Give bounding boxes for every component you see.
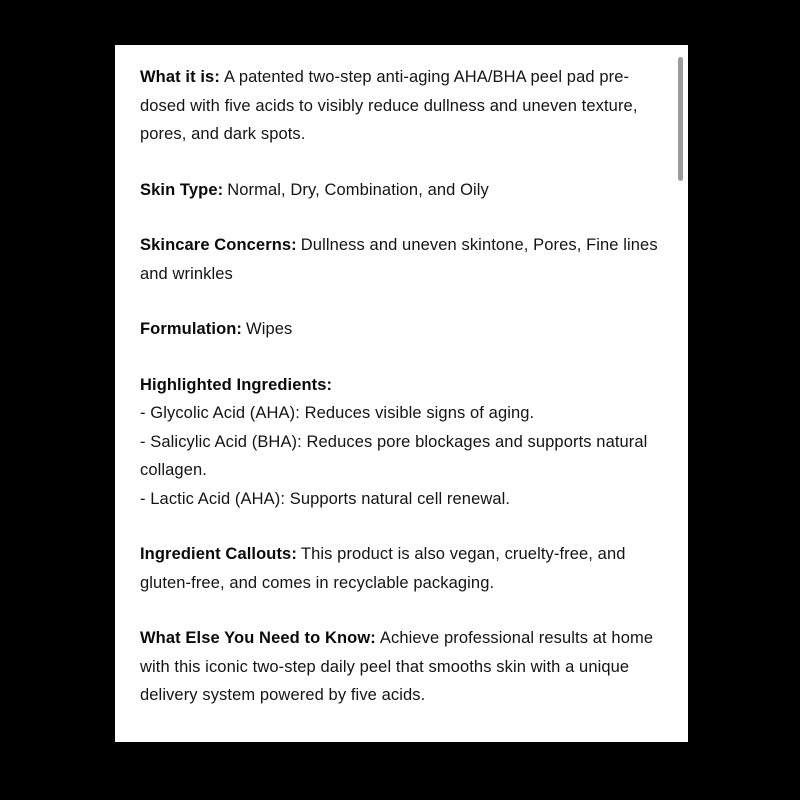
section-label-what-else: What Else You Need to Know: — [140, 629, 376, 647]
section-what-else — [140, 624, 668, 710]
ingredient-line-glycolic: - Glycolic Acid (AHA): Reduces visible signs of aging. — [140, 404, 535, 422]
section-text-skin-type: Normal, Dry, Combination, and Oily — [227, 180, 489, 199]
section-text-what-it-is: A patented two-step anti-aging AHA/BHA peel pad pre-dosed with five acids to visibly reduce dullness and uneven texture, pores, and dark spots. — [140, 68, 638, 143]
section-text-what-else: Achieve professional results at home with this iconic two-step daily peel that smooths skin with a unique delivery system powered by five acids. — [140, 629, 654, 704]
section-text-skincare-concerns: Dullness and uneven skintone, Pores, Fine lines and wrinkles — [140, 236, 658, 283]
section-skincare-concerns — [140, 231, 668, 288]
section-label-formulation: Formulation: — [140, 320, 243, 338]
ingredient-line-lactic: - Lactic Acid (AHA): Supports natural cell renewal. — [140, 489, 511, 508]
section-what-it-is — [140, 63, 668, 149]
ingredient-line-salicylic: - Salicylic Acid (BHA): Reduces pore blockages and supports natural collagen. — [140, 432, 648, 479]
section-text-ingredient-callouts: This product is also vegan, cruelty-free, and gluten-free, and comes in recyclable packaging. — [140, 545, 626, 592]
section-label-highlighted-ingredients: Highlighted Ingredients: — [140, 375, 333, 394]
section-label-ingredient-callouts: Ingredient Callouts: — [140, 545, 297, 563]
section-ingredient-callouts — [140, 540, 668, 597]
section-label-what-it-is: What it is: — [140, 68, 220, 86]
section-formulation — [140, 315, 668, 344]
product-description-text — [140, 63, 668, 710]
section-label-skincare-concerns: Skincare Concerns: — [140, 236, 297, 254]
section-text-formulation: Wipes — [246, 320, 293, 338]
section-label-skin-type: Skin Type: — [140, 180, 224, 199]
section-highlighted-ingredients — [140, 371, 668, 514]
scrollbar-track[interactable] — [677, 45, 683, 742]
scrollbar-thumb[interactable] — [678, 57, 683, 181]
section-skin-type — [140, 176, 668, 205]
product-description-card — [115, 45, 688, 742]
